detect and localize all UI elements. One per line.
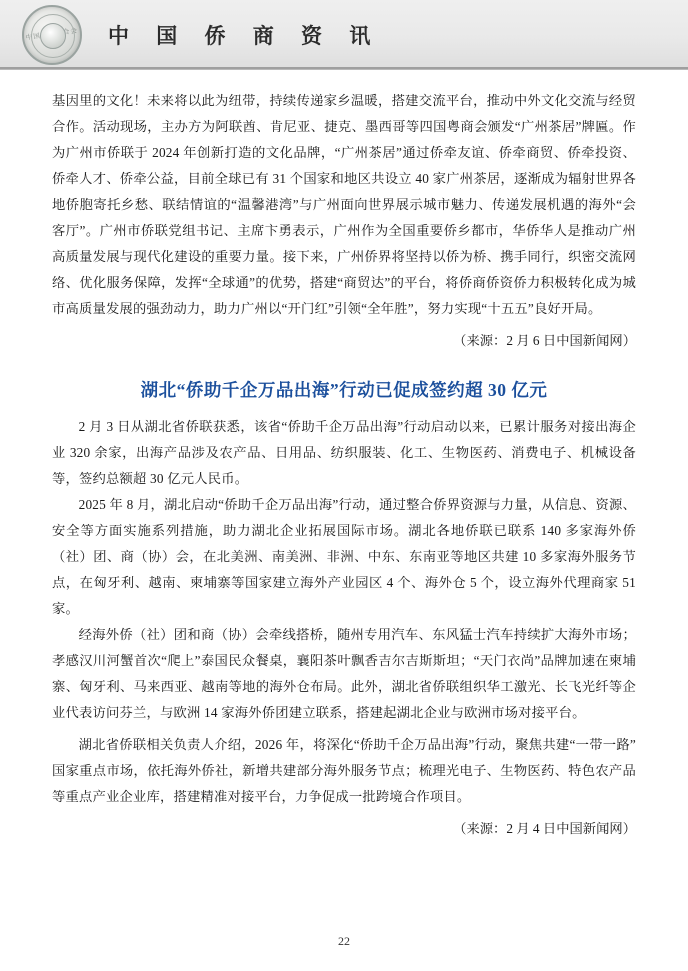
article-paragraph-3: 经海外侨（社）团和商（协）会牵线搭桥，随州专用汽车、东风猛士汽车持续扩大海外市场；孝感汉川河蟹首次“爬上”泰国民众餐桌，襄阳茶叶飘香吉尔吉斯斯坦；“天门衣尚”品牌加速在柬埔寨、匈牙利、马来西亚、越南等地的海外仓布局。此外，湖北省侨联组织华工激光、长飞光纤等企业代表访问芬兰，与欧洲 14 家海外侨团建立联系，搭建起湖北企业与欧洲市场对接平台。 [52, 627, 636, 720]
organization-seal-logo [22, 5, 82, 65]
header-divider [0, 67, 688, 69]
page-header [0, 0, 688, 70]
page-number: 22 [338, 934, 350, 948]
article-source: （来源：2 月 4 日中国新闻网） [453, 821, 636, 836]
seal-logo-text: 中国侨商联合会 [25, 26, 79, 42]
header-content [0, 0, 688, 69]
article-paragraph-4: 湖北省侨联相关负责人介绍，2026 年，将深化“侨助千企万品出海”行动，聚焦共建“一带一路”国家重点市场，依托海外侨社，新增共建部分海外服务节点；梳理光电子、生物医药、特色农产品等重点产业企业库，搭建精准对接平台，力争促成一批跨境合作项目。 [52, 737, 636, 804]
masthead-title: 中 国 侨 商 资 讯 [108, 23, 382, 48]
continued-article-paragraph: 基因里的文化！未来将以此为纽带，持续传递家乡温暖，搭建交流平台，推动中外文化交流与经贸合作。活动现场，主办方为阿联酋、肯尼亚、捷克、墨西哥等四国粤商会颁发“广州茶居”牌匾。作为广州市侨联于 2024 年创新打造的文化品牌，“广州茶居”通过侨牵友谊、侨牵商贸、侨牵投资、侨牵人才、侨牵公益，目前全球已有 31 个国家和地区共设立 40 家广州茶居，逐渐成为辐射世界各地侨胞寄托乡愁、联结情谊的“温馨港湾”与广州面向世界展示城市魅力、传递发展机遇的海外“会客厅”。广州市侨联党组书记、主席卞勇表示，广州作为全国重要侨乡都市，华侨华人是推动广州高质量发展与现代化建设的重要力量。接下来，广州侨界将坚持以侨为桥、携手同行，织密交流网络、优化服务保障，发挥“全球通”的优势，搭建“商贸达”的平台，将侨商侨资侨力积极转化成为城市高质量发展的强劲动力，助力广州以“开门红”引领“全年胜”，努力实现“十五五”良好开局。 [52, 93, 636, 316]
article-paragraph-1: 2 月 3 日从湖北省侨联获悉，该省“侨助千企万品出海”行动启动以来，已累计服务对接出海企业 320 余家，出海产品涉及农产品、日用品、纺织服装、化工、生物医药、消费电子、机械设备等，签约总额超 30 亿元人民币。 [52, 419, 636, 486]
continued-article-source: （来源：2 月 6 日中国新闻网） [453, 333, 636, 348]
article-title: 湖北“侨助千企万品出海”行动已促成签约超 30 亿元 [140, 380, 548, 400]
page-body [0, 70, 688, 842]
article-paragraph-2: 2025 年 8 月，湖北启动“侨助千企万品出海”行动，通过整合侨界资源与力量，从信息、资源、安全等方面实施系列措施，助力湖北企业拓展国际市场。湖北各地侨联已联系 140 多家海外侨（社）团、商（协）会，在北美洲、南美洲、非洲、中东、东南亚等地区共建 10 多家海外服务节点，在匈牙利、越南、柬埔寨等国家建立海外产业园区 4 个、海外仓 5 个，设立海外代理商家 51 家。 [52, 497, 636, 616]
seal-inner-circle [40, 23, 66, 49]
